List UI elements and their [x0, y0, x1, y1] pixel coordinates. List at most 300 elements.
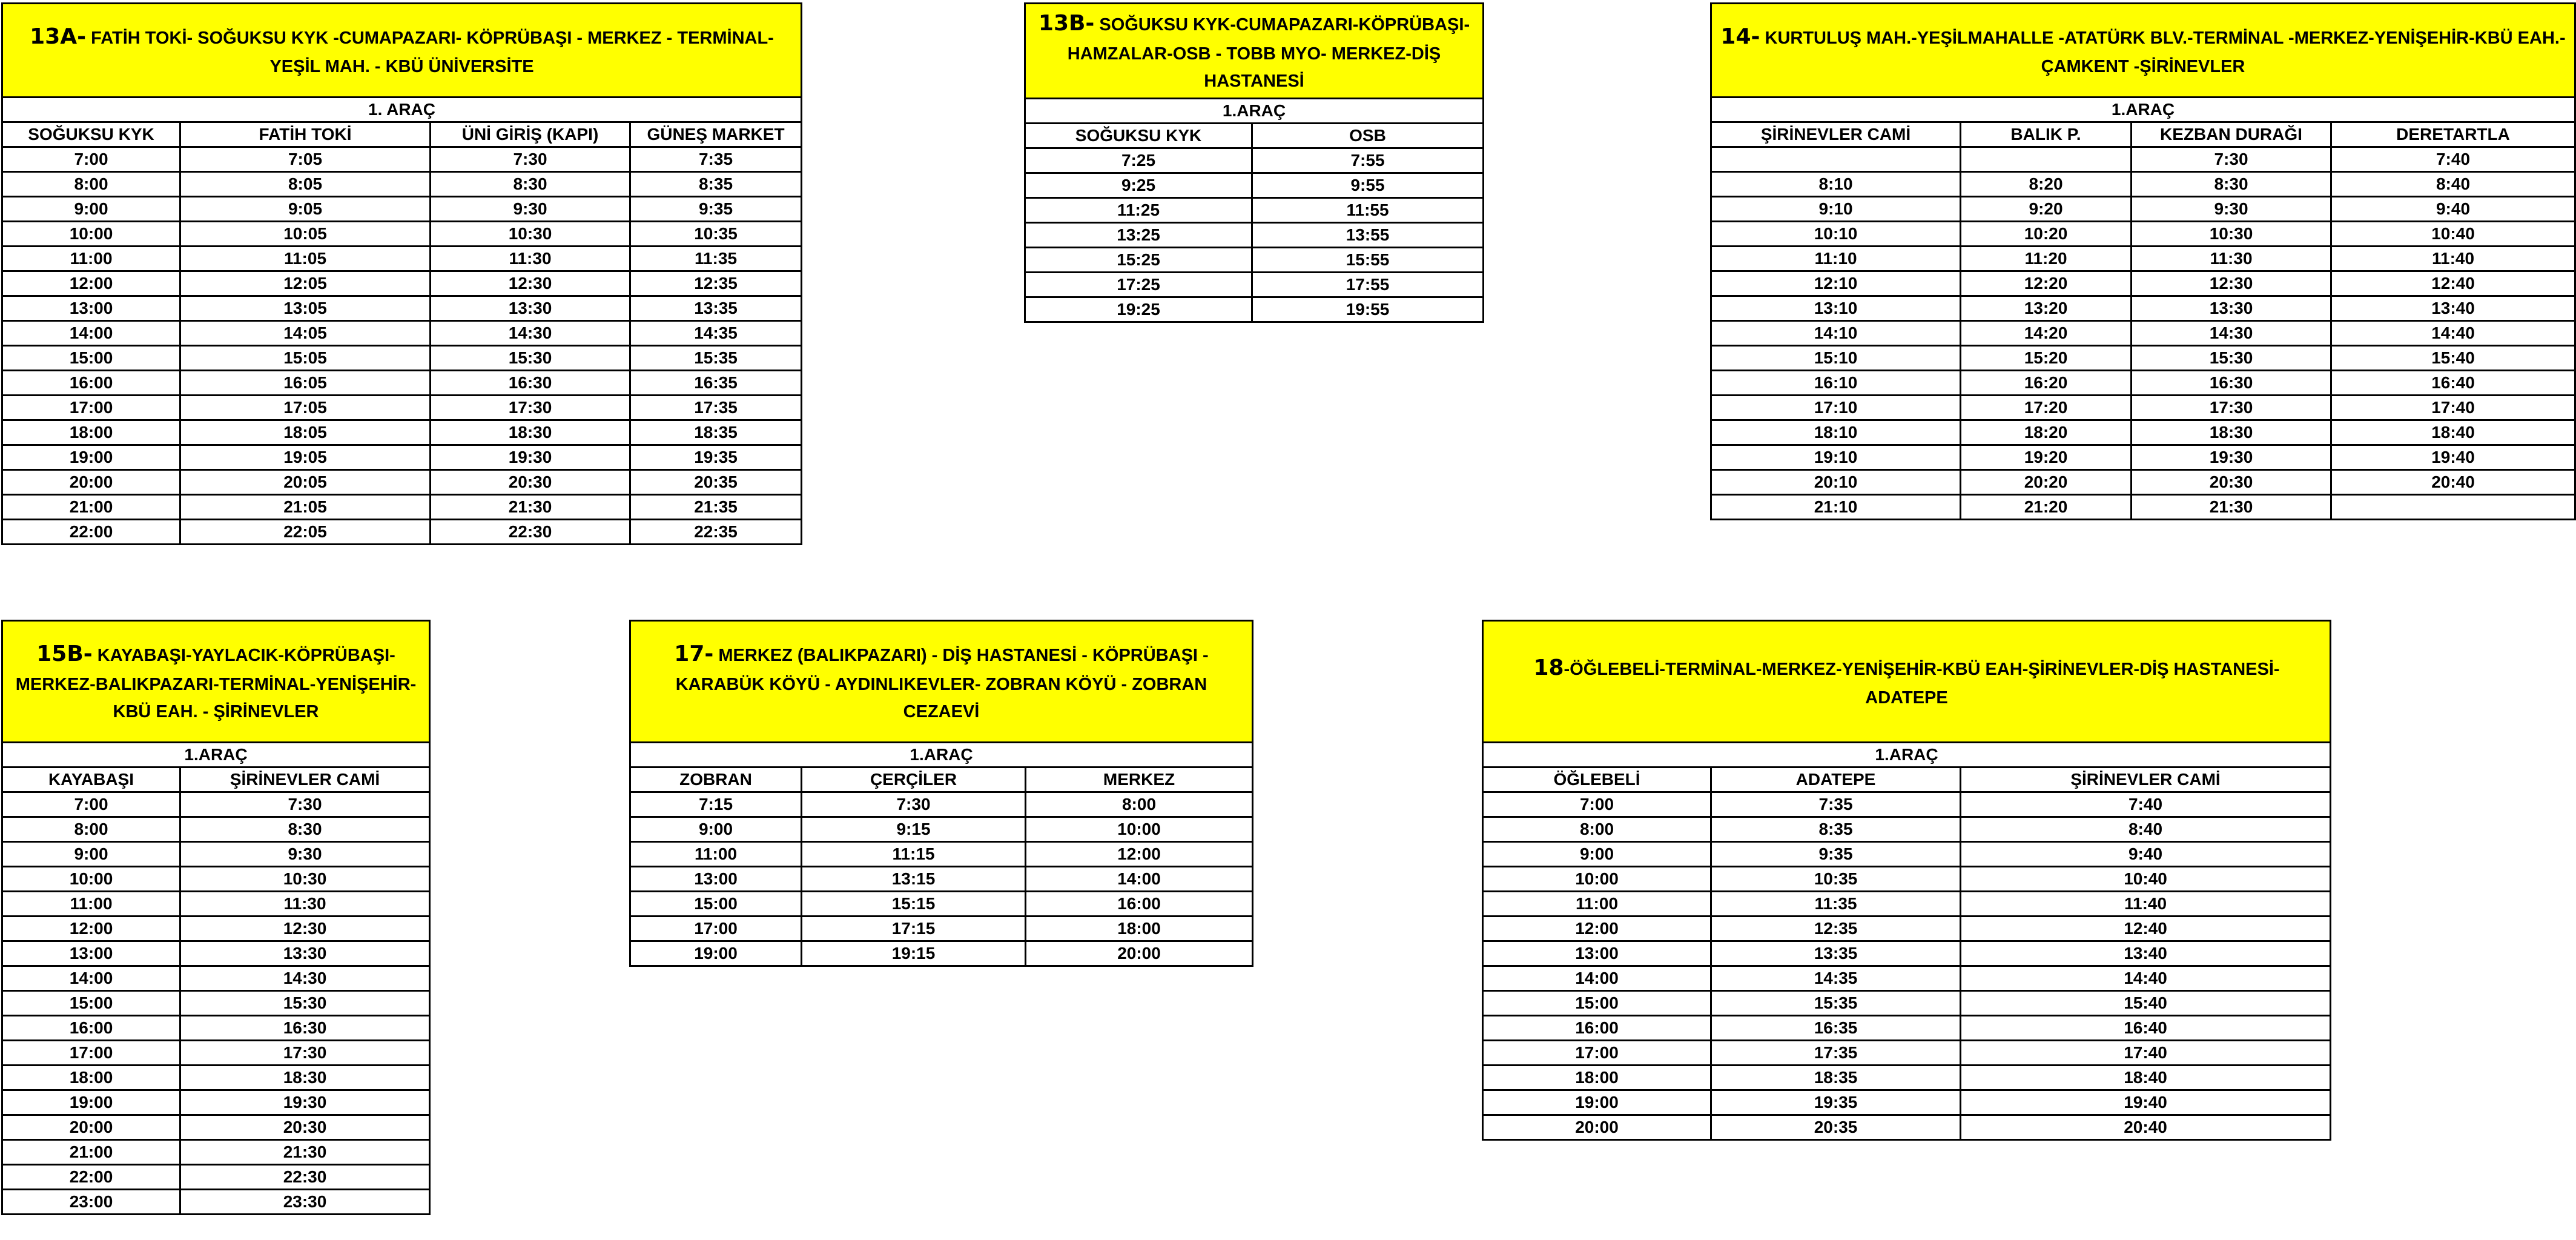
table-row [1025, 247, 1484, 272]
table-row [2, 346, 802, 371]
route-stops: SOĞUKSU KYK-CUMAPAZARI-KÖPRÜBAŞI-HAMZALAR-OSB - TOBB MYO- MERKEZ-DİŞ HASTANESİ [1067, 15, 1470, 91]
table-row [2, 1016, 430, 1041]
time-cell: 9:00 [630, 817, 802, 842]
time-cell: 10:10 [1711, 222, 1961, 247]
time-cell: 12:00 [1483, 917, 1711, 941]
time-cell: 12:00 [1026, 842, 1253, 867]
time-cell: 15:15 [802, 892, 1026, 917]
time-cell: 13:15 [802, 867, 1026, 892]
time-cell: 15:10 [1711, 346, 1961, 371]
time-cell: 12:30 [431, 271, 630, 296]
time-cell: 10:00 [1026, 817, 1253, 842]
time-cell: 9:30 [431, 197, 630, 222]
table-row [2, 892, 430, 917]
time-cell: 17:15 [802, 917, 1026, 941]
vehicle-label: 1.ARAÇ [1025, 98, 1484, 123]
time-cell: 20:00 [1026, 941, 1253, 966]
time-cell: 11:35 [1711, 892, 1961, 917]
time-cell: 18:00 [1483, 1066, 1711, 1090]
time-cell: 12:40 [1961, 917, 2331, 941]
route-stops: KAYABAŞI-YAYLACIK-KÖPRÜBAŞI-MERKEZ-BALIKPAZARI-TERMİNAL-YENİŞEHİR-KBÜ EAH. - ŞİRİNEVLER [15, 646, 417, 721]
table-row [2, 495, 802, 520]
timetable [1, 2, 802, 545]
route-code: 13A- [30, 24, 87, 49]
time-cell: 9:00 [2, 842, 180, 867]
time-cell: 7:55 [1252, 148, 1484, 173]
table-row [1711, 222, 2575, 247]
time-cell: 11:05 [180, 247, 431, 271]
column-header: ÖĞLEBELİ [1483, 768, 1711, 792]
time-cell: 13:40 [1961, 941, 2331, 966]
header-row [2, 122, 802, 147]
time-cell: 17:00 [630, 917, 802, 941]
time-cell: 9:00 [1483, 842, 1711, 867]
timetable [1024, 2, 1484, 323]
time-cell: 18:20 [1961, 420, 2132, 445]
time-cell: 21:20 [1961, 495, 2132, 520]
time-cell: 17:55 [1252, 272, 1484, 297]
time-cell: 15:40 [2331, 346, 2575, 371]
time-cell: 18:10 [1711, 420, 1961, 445]
time-cell: 19:20 [1961, 445, 2132, 470]
table-row [2, 817, 430, 842]
time-cell: 21:30 [2132, 495, 2331, 520]
time-cell: 20:40 [2331, 470, 2575, 495]
time-cell: 9:40 [2331, 197, 2575, 222]
time-cell: 19:15 [802, 941, 1026, 966]
time-cell: 9:30 [180, 842, 430, 867]
time-cell: 15:30 [431, 346, 630, 371]
time-cell: 20:35 [1711, 1115, 1961, 1140]
time-cell: 10:35 [1711, 867, 1961, 892]
time-cell: 17:30 [431, 396, 630, 420]
time-cell: 20:10 [1711, 470, 1961, 495]
time-cell: 19:00 [630, 941, 802, 966]
time-cell: 13:25 [1025, 222, 1252, 247]
time-cell: 21:00 [2, 1140, 180, 1165]
table-row [2, 172, 802, 197]
time-cell: 19:00 [1483, 1090, 1711, 1115]
table-row [1711, 321, 2575, 346]
table-row [2, 917, 430, 941]
time-cell: 10:00 [1483, 867, 1711, 892]
column-header: SOĞUKSU KYK [1025, 123, 1252, 148]
table-row [1711, 495, 2575, 520]
table-row [2, 842, 430, 867]
time-cell: 8:00 [1026, 792, 1253, 817]
time-cell: 15:55 [1252, 247, 1484, 272]
table-row [2, 867, 430, 892]
table-row [2, 470, 802, 495]
time-cell: 22:35 [630, 520, 802, 545]
time-cell: 19:05 [180, 445, 431, 470]
table-row [1711, 420, 2575, 445]
time-cell: 14:30 [180, 966, 430, 991]
table-row [2, 197, 802, 222]
time-cell: 14:20 [1961, 321, 2132, 346]
table-row [1711, 396, 2575, 420]
column-header: KAYABAŞI [2, 768, 180, 792]
time-cell: 18:00 [2, 1066, 180, 1090]
table-row [630, 792, 1253, 817]
route-title [2, 4, 802, 98]
time-cell: 18:30 [431, 420, 630, 445]
time-cell: 14:35 [1711, 966, 1961, 991]
time-cell: 19:00 [2, 445, 180, 470]
time-cell: 8:00 [1483, 817, 1711, 842]
time-cell: 8:05 [180, 172, 431, 197]
time-cell: 11:00 [2, 892, 180, 917]
table-row [1483, 817, 2331, 842]
table-row [2, 520, 802, 545]
route-title [1711, 4, 2575, 98]
time-cell: 7:30 [802, 792, 1026, 817]
time-cell: 10:30 [180, 867, 430, 892]
time-cell: 19:10 [1711, 445, 1961, 470]
time-cell: 8:00 [2, 817, 180, 842]
table-row [2, 1140, 430, 1165]
timetable [1710, 2, 2576, 520]
route-title [1025, 4, 1484, 99]
table-row [2, 1115, 430, 1140]
time-cell: 22:30 [431, 520, 630, 545]
timetable [1482, 620, 2331, 1141]
time-cell: 19:30 [2132, 445, 2331, 470]
column-header: ŞİRİNEVLER CAMİ [180, 768, 430, 792]
route-stops: FATİH TOKİ- SOĞUKSU KYK -CUMAPAZARI- KÖPRÜBAŞI - MERKEZ - TERMİNAL-YEŞİL MAH. - KBÜ ÜNİVERSİTE [86, 28, 774, 77]
time-cell: 8:30 [180, 817, 430, 842]
time-cell: 21:35 [630, 495, 802, 520]
time-cell: 15:05 [180, 346, 431, 371]
table-row [1483, 892, 2331, 917]
table-row [1025, 222, 1484, 247]
time-cell: 17:30 [180, 1041, 430, 1066]
column-header: GÜNEŞ MARKET [630, 122, 802, 147]
table-row [1711, 296, 2575, 321]
route-stops: KURTULUŞ MAH.-YEŞİLMAHALLE -ATATÜRK BLV.-TERMİNAL -MERKEZ-YENİŞEHİR-KBÜ EAH.-ÇAMKENT -ŞİRİNEVLER [1760, 28, 2566, 77]
time-cell: 20:00 [2, 1115, 180, 1140]
time-cell: 8:40 [2331, 172, 2575, 197]
time-cell: 9:05 [180, 197, 431, 222]
time-cell: 17:10 [1711, 396, 1961, 420]
table-row [1711, 147, 2575, 172]
table-row [2, 445, 802, 470]
time-cell: 20:05 [180, 470, 431, 495]
time-cell: 7:15 [630, 792, 802, 817]
column-header: DERETARTLA [2331, 122, 2575, 147]
time-cell: 14:35 [630, 321, 802, 346]
column-header: OSB [1252, 123, 1484, 148]
time-cell: 20:35 [630, 470, 802, 495]
time-cell: 10:40 [1961, 867, 2331, 892]
table-row [630, 867, 1253, 892]
time-cell: 8:40 [1961, 817, 2331, 842]
table-row [1025, 197, 1484, 222]
time-cell: 9:30 [2132, 197, 2331, 222]
time-cell: 15:00 [1483, 991, 1711, 1016]
table-row [630, 941, 1253, 966]
table-row [2, 792, 430, 817]
table-row [1483, 1066, 2331, 1090]
vehicle-label: 1.ARAÇ [630, 743, 1253, 768]
vehicle-label: 1. ARAÇ [2, 98, 802, 122]
time-cell: 11:00 [630, 842, 802, 867]
time-cell: 8:30 [431, 172, 630, 197]
table-row [2, 147, 802, 172]
time-cell: 22:00 [2, 1165, 180, 1190]
table-row [2, 271, 802, 296]
time-cell: 18:40 [2331, 420, 2575, 445]
time-cell: 14:00 [1483, 966, 1711, 991]
time-cell: 20:00 [2, 470, 180, 495]
table-row [1025, 173, 1484, 197]
time-cell: 12:35 [630, 271, 802, 296]
time-cell: 7:30 [2132, 147, 2331, 172]
route-18-timetable [1482, 620, 2330, 1141]
table-row [2, 321, 802, 346]
time-cell: 18:35 [630, 420, 802, 445]
time-cell: 13:35 [630, 296, 802, 321]
time-cell: 22:00 [2, 520, 180, 545]
time-cell: 12:10 [1711, 271, 1961, 296]
table-row [1483, 941, 2331, 966]
time-cell: 7:30 [431, 147, 630, 172]
time-cell: 22:05 [180, 520, 431, 545]
time-cell: 17:00 [1483, 1041, 1711, 1066]
time-cell: 7:40 [1961, 792, 2331, 817]
time-cell: 11:10 [1711, 247, 1961, 271]
time-cell: 22:30 [180, 1165, 430, 1190]
time-cell: 13:05 [180, 296, 431, 321]
table-row [1483, 966, 2331, 991]
time-cell: 8:35 [1711, 817, 1961, 842]
time-cell: 13:00 [1483, 941, 1711, 966]
time-cell: 16:30 [180, 1016, 430, 1041]
time-cell: 12:20 [1961, 271, 2132, 296]
time-cell: 16:00 [2, 371, 180, 396]
table-row [2, 1165, 430, 1190]
time-cell: 13:30 [2132, 296, 2331, 321]
table-row [1483, 1016, 2331, 1041]
time-cell: 7:35 [630, 147, 802, 172]
table-row [1483, 1115, 2331, 1140]
table-row [1711, 470, 2575, 495]
table-row [2, 966, 430, 991]
column-header: ŞİRİNEVLER CAMİ [1961, 768, 2331, 792]
time-cell: 13:20 [1961, 296, 2132, 321]
time-cell: 18:05 [180, 420, 431, 445]
time-cell: 23:00 [2, 1190, 180, 1215]
table-row [1711, 346, 2575, 371]
time-cell: 20:20 [1961, 470, 2132, 495]
route-code: 18 [1533, 655, 1564, 680]
time-cell: 15:35 [1711, 991, 1961, 1016]
table-row [2, 396, 802, 420]
time-cell: 15:00 [630, 892, 802, 917]
time-cell: 16:40 [1961, 1016, 2331, 1041]
time-cell: 12:30 [2132, 271, 2331, 296]
time-cell: 12:35 [1711, 917, 1961, 941]
time-cell: 17:30 [2132, 396, 2331, 420]
time-cell: 13:00 [630, 867, 802, 892]
table-row [1711, 247, 2575, 271]
time-cell: 19:35 [1711, 1090, 1961, 1115]
time-cell: 19:40 [2331, 445, 2575, 470]
time-cell: 14:30 [2132, 321, 2331, 346]
table-row [2, 222, 802, 247]
time-cell: 15:40 [1961, 991, 2331, 1016]
time-cell: 16:35 [1711, 1016, 1961, 1041]
vehicle-label: 1.ARAÇ [2, 743, 430, 768]
table-row [1711, 172, 2575, 197]
table-row [630, 817, 1253, 842]
time-cell: 11:00 [2, 247, 180, 271]
table-row [1483, 1041, 2331, 1066]
table-row [2, 1090, 430, 1115]
time-cell: 16:00 [2, 1016, 180, 1041]
time-cell: 10:35 [630, 222, 802, 247]
time-cell: 11:30 [180, 892, 430, 917]
route-title [2, 621, 430, 743]
table-row [2, 991, 430, 1016]
time-cell: 13:00 [2, 941, 180, 966]
time-cell: 10:20 [1961, 222, 2132, 247]
time-cell: 11:35 [630, 247, 802, 271]
time-cell: 9:35 [1711, 842, 1961, 867]
table-row [1711, 371, 2575, 396]
time-cell: 14:00 [1026, 867, 1253, 892]
timetable [629, 620, 1253, 967]
time-cell: 13:55 [1252, 222, 1484, 247]
table-row [1483, 1090, 2331, 1115]
header-row [1483, 768, 2331, 792]
time-cell: 10:05 [180, 222, 431, 247]
time-cell [1961, 147, 2132, 172]
time-cell: 17:35 [1711, 1041, 1961, 1066]
time-cell: 21:30 [180, 1140, 430, 1165]
table-row [1711, 197, 2575, 222]
route-14-timetable [1710, 2, 2574, 520]
table-row [1483, 917, 2331, 941]
table-row [630, 892, 1253, 917]
vehicle-label: 1.ARAÇ [1711, 98, 2575, 122]
time-cell: 16:00 [1026, 892, 1253, 917]
time-cell: 9:25 [1025, 173, 1252, 197]
time-cell: 9:55 [1252, 173, 1484, 197]
time-cell: 16:10 [1711, 371, 1961, 396]
route-code: 14- [1720, 24, 1760, 49]
time-cell: 19:30 [431, 445, 630, 470]
time-cell: 17:00 [2, 1041, 180, 1066]
table-row [2, 1066, 430, 1090]
time-cell: 11:30 [2132, 247, 2331, 271]
time-cell: 8:30 [2132, 172, 2331, 197]
route-stops: MERKEZ (BALIKPAZARI) - DİŞ HASTANESİ - KÖPRÜBAŞI - KARABÜK KÖYÜ - AYDINLIKEVLER- ZOBRAN KÖYÜ - ZOBRAN CEZAEVİ [675, 646, 1209, 721]
time-cell: 16:35 [630, 371, 802, 396]
time-cell: 16:30 [2132, 371, 2331, 396]
time-cell: 13:00 [2, 296, 180, 321]
column-header: ÜNİ GİRİŞ (KAPI) [431, 122, 630, 147]
time-cell: 14:30 [431, 321, 630, 346]
time-cell: 12:00 [2, 917, 180, 941]
time-cell: 11:40 [1961, 892, 2331, 917]
time-cell: 7:00 [1483, 792, 1711, 817]
column-header: ADATEPE [1711, 768, 1961, 792]
table-row [2, 247, 802, 271]
time-cell: 17:40 [2331, 396, 2575, 420]
time-cell: 17:05 [180, 396, 431, 420]
time-cell: 20:40 [1961, 1115, 2331, 1140]
route-15b-timetable [1, 620, 429, 1215]
column-header: ZOBRAN [630, 768, 802, 792]
header-row [1711, 122, 2575, 147]
time-cell: 21:10 [1711, 495, 1961, 520]
time-cell: 7:00 [2, 147, 180, 172]
time-cell: 7:00 [2, 792, 180, 817]
route-stops: -ÖĞLEBELİ-TERMİNAL-MERKEZ-YENİŞEHİR-KBÜ EAH-ŞİRİNEVLER-DİŞ HASTANESİ- ADATEPE [1564, 659, 2280, 708]
header-row [1025, 123, 1484, 148]
table-row [630, 842, 1253, 867]
time-cell: 7:35 [1711, 792, 1961, 817]
time-cell: 19:30 [180, 1090, 430, 1115]
time-cell: 7:40 [2331, 147, 2575, 172]
route-code: 13B- [1038, 11, 1095, 36]
time-cell: 17:00 [2, 396, 180, 420]
time-cell: 11:30 [431, 247, 630, 271]
table-row [1711, 445, 2575, 470]
time-cell: 23:30 [180, 1190, 430, 1215]
table-row [1483, 991, 2331, 1016]
table-row [2, 1041, 430, 1066]
time-cell: 10:30 [2132, 222, 2331, 247]
time-cell: 15:25 [1025, 247, 1252, 272]
table-row [2, 1190, 430, 1215]
time-cell: 14:40 [1961, 966, 2331, 991]
time-cell: 18:40 [1961, 1066, 2331, 1090]
table-row [1483, 867, 2331, 892]
time-cell: 20:30 [2132, 470, 2331, 495]
route-title [630, 621, 1253, 743]
time-cell: 11:15 [802, 842, 1026, 867]
time-cell: 17:25 [1025, 272, 1252, 297]
table-row [2, 941, 430, 966]
column-header: FATİH TOKİ [180, 122, 431, 147]
column-header: ŞİRİNEVLER CAMİ [1711, 122, 1961, 147]
time-cell: 18:00 [1026, 917, 1253, 941]
time-cell: 19:40 [1961, 1090, 2331, 1115]
time-cell: 7:30 [180, 792, 430, 817]
time-cell: 13:35 [1711, 941, 1961, 966]
table-row [1483, 792, 2331, 817]
time-cell: 17:35 [630, 396, 802, 420]
time-cell [1711, 147, 1961, 172]
time-cell: 12:30 [180, 917, 430, 941]
time-cell: 11:00 [1483, 892, 1711, 917]
time-cell: 9:35 [630, 197, 802, 222]
table-row [1483, 842, 2331, 867]
time-cell: 8:00 [2, 172, 180, 197]
time-cell: 20:30 [180, 1115, 430, 1140]
time-cell: 21:05 [180, 495, 431, 520]
header-row [2, 768, 430, 792]
time-cell: 16:30 [431, 371, 630, 396]
column-header: KEZBAN DURAĞI [2132, 122, 2331, 147]
time-cell: 15:35 [630, 346, 802, 371]
time-cell: 18:30 [180, 1066, 430, 1090]
header-row [630, 768, 1253, 792]
time-cell: 13:40 [2331, 296, 2575, 321]
time-cell: 14:40 [2331, 321, 2575, 346]
